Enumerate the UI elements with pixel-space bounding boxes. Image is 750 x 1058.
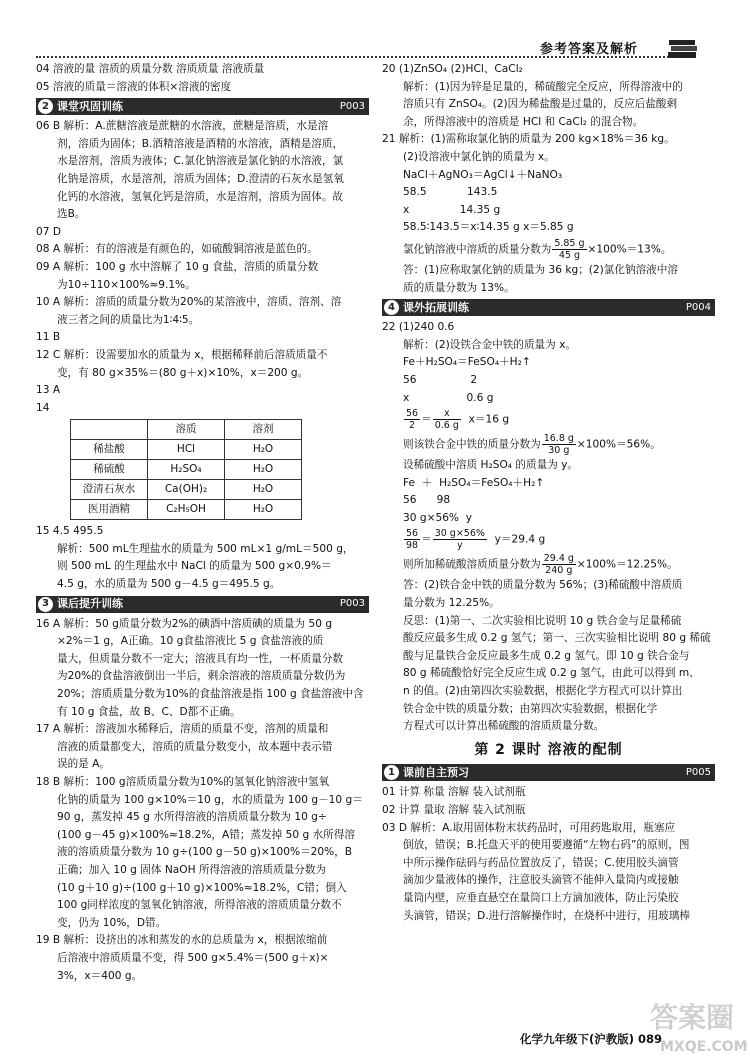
answer-09 — [36, 260, 369, 293]
line: 21 解析：(1)需称取氯化钠的质量为 200 kg×18%＝36 kg。 — [382, 133, 675, 146]
line: 16 A 解析：50 g质量分数为2%的碘酒中溶质碘的质量为 50 g — [36, 617, 333, 630]
book-stack-icon — [667, 38, 699, 60]
fraction-line — [382, 238, 715, 261]
line: 滴加少量液体的操作，注意胶头滴管不能伸入量筒内或接触 — [403, 874, 679, 887]
table-cell: H₂SO₄ — [148, 460, 225, 480]
line: 20 (1)ZnSO₄ (2)HCl、CaCl₂ — [382, 63, 523, 75]
answer-11: 11 B — [36, 331, 61, 344]
line: 余，所得溶液中的溶质是 HCl 和 CaCl₂ 的混合物。 — [403, 115, 644, 128]
left-column — [36, 62, 369, 986]
text: x＝16 g — [468, 413, 510, 426]
line: 100 g同样浓度的氢氧化钠溶液，所得溶液的溶质质量分数不 — [57, 899, 342, 912]
equation-line: 30 g×56% y — [403, 511, 472, 524]
line: 剂，溶质为固体；B.酒精溶液是酒精的水溶液，酒精是溶质， — [57, 137, 344, 150]
line: 则 500 mL 的生理盐水中 NaCl 的质量为 500 g×0.9%＝ — [57, 560, 332, 573]
line: 反思：(1)第一、二次实验相比说明 10 g 铁合金与足量稀硫 — [403, 614, 682, 627]
line: 10 A 解析：溶质的质量分数为20%的某溶液中，溶质、溶剂、溶 — [36, 296, 342, 309]
line: 为20%的食盐溶液倒出一半后，剩余溶液的溶质质量分数仍为 — [57, 670, 346, 683]
line: 选B。 — [57, 208, 86, 221]
table-cell: H₂O — [225, 440, 302, 460]
line: 液三者之间的质量比为1∶4∶5。 — [57, 313, 200, 326]
numerator: 56 — [406, 528, 419, 540]
table-cell: 医用酒精 — [71, 500, 148, 520]
table-cell: H₂O — [225, 460, 302, 480]
equation-line: x 14.35 g — [403, 203, 501, 216]
line: 后溶液中溶质质量不变，得 500 g×5.4%＝(500 g＋x)× — [57, 951, 329, 964]
line: 质的质量分数为 13%。 — [403, 281, 515, 294]
line: 倒放，错误；B.托盘天平的使用要遵循“左物右码”的原则，图 — [403, 839, 690, 852]
table-row — [71, 440, 302, 460]
answer-22 — [382, 320, 715, 735]
section-title: 课后提升训练 — [57, 597, 123, 611]
table-cell: H₂O — [225, 480, 302, 500]
ratio-line: $\frac{56}{98}$ ＝ $\frac{30 g\times 56\%}{y}$ y＝29.4 g — [406, 528, 546, 552]
line: 19 B 解析：设挤出的冰和蒸发的水的总质量为 x，根据浓缩前 — [36, 934, 328, 947]
section-number-badge: 3 — [38, 597, 53, 612]
line: 酸与足量铁合金反应最多生成 0.2 g 氢气。即 10 g 铁合金与 — [403, 649, 690, 662]
section-page-code: P005 — [685, 767, 711, 779]
line: 15 4.5 495.5 — [36, 525, 104, 538]
denominator: 2 — [409, 420, 416, 432]
watermark-url: MXQE.COM — [660, 1039, 748, 1055]
line: 4.5 g，水的质量为 500 g－4.5 g＝495.5 g。 — [57, 578, 281, 591]
answer-19 — [36, 933, 369, 984]
text: 则该铁合金中铁的质量分数为 — [403, 438, 541, 451]
line: 溶质只有 ZnSO₄。(2)因为稀盐酸是过量的，反应后盐酸剩 — [403, 98, 678, 111]
line: 答：(1)应称取氯化钠的质量为 36 kg；(2)氯化钠溶液中溶 — [403, 263, 678, 276]
header-title: 参考答案及解析 — [540, 42, 639, 57]
fraction — [404, 408, 420, 431]
watermark-logo: 答案圈 — [650, 1001, 735, 1034]
table-header-row — [71, 420, 302, 440]
equation-line: Fe＋H₂SO₄＝FeSO₄＋H₂↑ — [403, 356, 531, 369]
page-footer: 化学九年级下(沪教版) 089 — [520, 1032, 663, 1046]
answer-02: 02 计算 量取 溶解 装入试剂瓶 — [382, 804, 526, 816]
text: 氯化钠溶液中溶质的质量分数为 — [403, 243, 552, 256]
section-header-4 — [382, 299, 715, 316]
fraction — [542, 433, 576, 456]
section-number-badge: 2 — [38, 99, 53, 114]
answer-18 — [36, 775, 369, 931]
line: 设稀硫酸中溶质 H₂SO₄ 的质量为 y。 — [403, 459, 579, 472]
line: 头滴管，错误；D.进行溶解操作时，在烧杯中进行，用玻璃棒 — [403, 909, 690, 922]
answer-01: 01 计算 称量 溶解 装入试剂瓶 — [382, 786, 526, 799]
denominator: 240 g — [545, 565, 573, 577]
numerator: 30 g×56% — [434, 528, 485, 540]
numerator: 29.4 g — [543, 553, 574, 565]
text: y＝29.4 g — [494, 533, 546, 546]
fraction — [552, 238, 586, 261]
table-cell: Ca(OH)₂ — [148, 480, 225, 500]
equation-line: NaCl＋AgNO₃＝AgCl↓＋NaNO₃ — [403, 168, 563, 181]
fraction — [433, 528, 487, 551]
line: 铁合金中铁的质量分数；由第四次实验数据，根据化学 — [403, 702, 658, 715]
section-header-3 — [36, 596, 369, 613]
table-cell: H₂O — [225, 500, 302, 520]
numerator: 16.8 g — [543, 433, 574, 445]
text: ×100%＝13%。 — [587, 243, 672, 256]
line: 正确；加入 10 g 固体 NaOH 所得溶液的溶质质量分数为 — [57, 863, 327, 876]
line: 变，仍为 10%，D错。 — [57, 916, 167, 929]
table-cell: 稀硫酸 — [71, 460, 148, 480]
table-row — [71, 480, 302, 500]
line: 答：(2)铁合金中铁的质量分数为 56%；(3)稀硫酸中溶质质 — [403, 579, 683, 592]
section-number-badge: 1 — [384, 765, 399, 780]
answer-16 — [36, 617, 369, 721]
line: 液的溶质质量分数为 10 g÷(100 g－50 g)×100%＝20%，B — [57, 846, 353, 859]
line: ×2%＝1 g，A正确。10 g食盐溶液比 5 g 食盐溶液的质 — [57, 635, 324, 648]
line: 03 D 解析：A.取用固体粉末状药品时，可用药匙取用，瓶塞应 — [382, 821, 676, 834]
line: 解析：500 mL生理盐水的质量为 500 mL×1 g/mL＝500 g， — [57, 542, 354, 555]
answer-15 — [36, 524, 369, 592]
section-header-2 — [36, 98, 369, 115]
answer-21 — [382, 132, 715, 296]
denominator: 45 g — [558, 249, 580, 261]
line: 误的是 A。 — [57, 758, 110, 771]
equation-line: 58.5 143.5 — [403, 186, 498, 199]
line: 解析：(2)设铁合金中铁的质量为 x。 — [403, 338, 576, 351]
section-title: 课堂巩固训练 — [57, 99, 123, 113]
numerator: 5.85 g — [554, 237, 585, 249]
section-number-badge: 4 — [384, 300, 399, 315]
fraction — [404, 528, 420, 551]
line: 18 B 解析：100 g溶质质量分数为10%的氢氧化钠溶液中氢氧 — [36, 776, 330, 788]
line: 06 B 解析：A.蔗糖溶液是蔗糖的水溶液，蔗糖是溶质，水是溶 — [36, 120, 329, 133]
text: ×100%＝56%。 — [576, 438, 661, 451]
line: 量筒内壁，应垂直悬空在量筒口上方滴加液体，防止污染胶 — [403, 891, 679, 904]
line: 化钠的质量为 100 g×10%＝10 g，水的质量为 100 g－10 g＝ — [57, 793, 363, 806]
line: (100 g－45 g)×100%≈18.2%，A错；蒸发掉 50 g 水所得溶 — [57, 828, 355, 841]
line: n 的值。(2)由第四次实验数据，根据化学方程式可以计算出 — [403, 685, 683, 698]
line: 变，有 80 g×35%＝(80 g＋x)×10%，x＝200 g。 — [57, 366, 309, 379]
line: 09 A 解析：100 g 水中溶解了 10 g 食盐，溶质的质量分数 — [36, 260, 319, 273]
answer-07: 07 D — [36, 225, 62, 238]
line: 22 (1)240 0.6 — [382, 321, 455, 334]
denominator: 30 g — [548, 445, 570, 457]
line: 方程式可以计算出稀硫酸的溶质质量分数。 — [403, 720, 605, 733]
text: ×100%＝12.25%。 — [576, 558, 678, 571]
equation-line: 58.5∶143.5＝x∶14.35 g x＝5.85 g — [403, 221, 574, 234]
table-header-cell: 溶剂 — [225, 420, 302, 440]
answer-03 — [382, 821, 715, 925]
line: 化钠是溶质，水是溶剂，溶质为固体；D.澄清的石灰水是氢氧 — [57, 172, 344, 185]
line: 中所示操作砝码与药品位置放反了，错误；C.使用胶头滴管 — [403, 856, 679, 869]
denominator: 98 — [406, 540, 419, 552]
line: (2)设溶液中氯化钠的质量为 x。 — [403, 150, 555, 163]
table-cell: 稀盐酸 — [71, 440, 148, 460]
equation-line: x 0.6 g — [403, 391, 494, 404]
table-header-cell — [71, 420, 148, 440]
line: 溶液的质量都变大，溶质的质量分数变小，故本题中表示错 — [57, 740, 333, 753]
section-title: 课外拓展训练 — [403, 300, 469, 314]
line: 20%；溶质质量分数为10%的食盐溶液是指 100 g 食盐溶液中含 — [57, 688, 364, 701]
numerator: 56 — [406, 408, 419, 420]
line: 80 g 稀硫酸恰好完全反应生成 0.2 g 氢气，由此可以得到 m、 — [403, 667, 700, 680]
table-cell: HCl — [148, 440, 225, 460]
table-header-cell: 溶质 — [148, 420, 225, 440]
section-header-1 — [382, 764, 715, 781]
line: 水是溶剂，溶质为液体；C.氯化钠溶液是氯化钠的水溶液，氯 — [57, 155, 344, 168]
denominator: 0.6 g — [434, 420, 459, 432]
answer-17 — [36, 722, 369, 773]
answer-20 — [382, 62, 715, 130]
answer-14: 14 — [36, 401, 50, 414]
line: 12 C 解析：设需要加水的质量为 x，根据稀释前后溶质质量不 — [36, 348, 328, 361]
right-column — [382, 62, 715, 926]
answer-10 — [36, 295, 369, 328]
line: 解析：(1)因为锌是足量的，稀硫酸完全反应，所得溶液中的 — [403, 80, 683, 93]
table-cell: 澄清石灰水 — [71, 480, 148, 500]
line: 3%，x＝400 g。 — [57, 969, 143, 982]
answer-04: 04 溶液的量 溶质的质量分数 溶质质量 溶液质量 — [36, 63, 265, 75]
section-page-code: P003 — [339, 100, 365, 112]
line: 化钙的水溶液，氢氧化钙是溶质，水是溶剂，溶质为固体。故 — [57, 190, 344, 203]
fraction-line — [382, 433, 715, 456]
fraction-line — [382, 553, 715, 576]
equation-line: Fe ＋ H₂SO₄＝FeSO₄＋H₂↑ — [403, 476, 545, 489]
line: 酸反应最多生成 0.2 g 氢气；第一、三次实验相比说明 80 g 稀硫 — [403, 632, 711, 645]
fraction — [433, 408, 461, 431]
line: 有 10 g 食盐，故 B、C、D都不正确。 — [57, 705, 241, 718]
answer-12 — [36, 348, 369, 381]
line: 量分数为 12.25%。 — [403, 597, 500, 610]
ratio-line: $\frac{56}{2}$ ＝ $\frac{x}{0.6 g}$ x＝16 g — [406, 408, 510, 432]
equation-line: 56 2 — [403, 373, 478, 386]
section-page-code: P004 — [685, 301, 711, 313]
table-row — [71, 460, 302, 480]
line: 17 A 解析：溶液加水稀释后，溶质的质量不变，溶剂的质量和 — [36, 723, 329, 736]
line: 为10÷110×100%≈9.1%。 — [57, 278, 196, 291]
fraction — [542, 553, 576, 576]
lesson-title: 第 2 课时 溶液的配制 — [474, 741, 623, 758]
solution-table — [70, 419, 302, 520]
section-title: 课前自主预习 — [403, 766, 469, 780]
line: 90 g，蒸发掉 45 g 水所得溶液的溶质质量分数为 10 g÷ — [57, 811, 327, 824]
answer-06 — [36, 119, 369, 223]
numerator: x — [433, 408, 461, 420]
equation-line: 56 98 — [403, 494, 451, 507]
line: 量大，但质量分数不一定大；溶液具有均一性，一杯质量分数 — [57, 652, 344, 665]
section-page-code: P003 — [339, 598, 365, 610]
denominator: y — [456, 540, 463, 552]
answer-08: 08 A 解析：有的溶液是有颜色的，如硫酸铜溶液是蓝色的。 — [36, 243, 318, 256]
line: (10 g＋10 g)÷(100 g＋10 g)×100%≈18.2%，C错；倒入 — [57, 881, 347, 894]
answer-05: 05 溶液的质量＝溶液的体积×溶液的密度 — [36, 80, 232, 93]
answer-13: 13 A — [36, 384, 61, 397]
table-cell: C₂H₅OH — [148, 500, 225, 520]
text: 则所加稀硫酸溶质质量分数为 — [403, 558, 541, 571]
table-row — [71, 500, 302, 520]
